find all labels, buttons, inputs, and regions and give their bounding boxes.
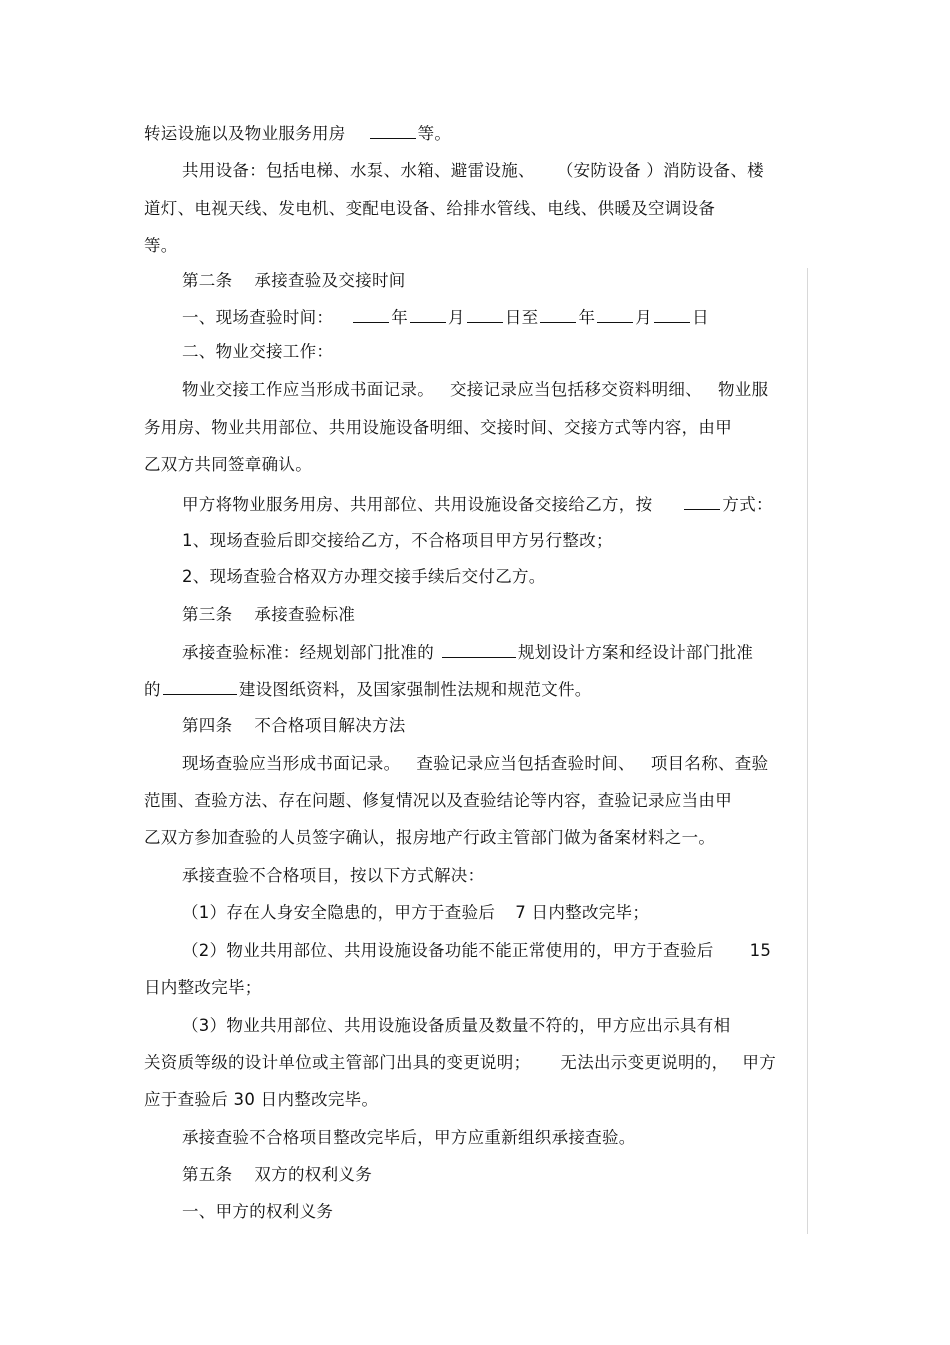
text-line: [182, 493, 773, 516]
text-line: [182, 715, 406, 737]
right-margin-rule: [807, 268, 808, 1234]
text-segment: 2、现场查验合格双方办理交接手续后交付乙方。: [182, 567, 546, 586]
text-segment: （安防设备 ）消防设备、楼: [556, 161, 764, 180]
fill-in-blank: [467, 306, 503, 323]
text-segment: 7 日内整改完毕；: [515, 903, 650, 922]
text-segment: 共用设备：包括电梯、水泵、水箱、避雷设施、: [182, 161, 535, 180]
text-line: [144, 417, 732, 439]
text-segment: 承接查验标准：经规划部门批准的: [182, 643, 434, 662]
text-line: [144, 977, 262, 999]
text-line: [182, 902, 649, 924]
text-segment: 应于查验后 30 日内整改完毕。: [144, 1090, 379, 1109]
text-segment: 项目名称、查验: [650, 754, 769, 773]
text-segment: 物业交接工作应当形成书面记录。: [182, 380, 434, 399]
text-line: [182, 530, 613, 552]
text-segment: 乙双方共同签章确认。: [144, 455, 312, 474]
text-line: [182, 160, 764, 182]
text-segment: 物业服: [718, 380, 769, 399]
text-segment: （1）存在人身安全隐患的，甲方于查验后: [182, 903, 496, 922]
text-segment: 日内整改完毕；: [144, 978, 262, 997]
text-segment: 规划设计方案和经设计部门批准: [518, 643, 754, 662]
text-segment: 道灯、电视天线、发电机、变配电设备、给排水管线、电线、供暖及空调设备: [144, 199, 716, 218]
text-segment: 双方的权利义务: [254, 1165, 373, 1184]
text-line: [182, 604, 355, 626]
text-line: [182, 940, 771, 962]
text-line: [182, 341, 333, 363]
text-segment: 年: [391, 308, 409, 327]
text-segment: 第二条: [182, 271, 233, 290]
text-segment: 15: [749, 941, 772, 960]
fill-in-blank: [410, 306, 446, 323]
text-line: [182, 1127, 636, 1149]
text-segment: 转运设施以及物业服务用房: [144, 124, 346, 143]
text-segment: 现场查验应当形成书面记录。: [182, 754, 401, 773]
fill-in-blank: [654, 306, 690, 323]
text-line: [144, 790, 732, 812]
text-line: [182, 270, 406, 292]
text-segment: 1、现场查验后即交接给乙方，不合格项目甲方另行整改；: [182, 531, 613, 550]
text-line: [144, 1089, 378, 1111]
text-segment: 查验记录应当包括查验时间、: [416, 754, 635, 773]
text-segment: 日至: [504, 308, 539, 327]
text-line: [182, 753, 768, 775]
fill-in-blank: [540, 306, 576, 323]
text-segment: 方式：: [722, 495, 773, 514]
text-segment: 第四条: [182, 716, 233, 735]
text-segment: （2）物业共用部位、共用设施设备功能不能正常使用的，甲方于查验后: [182, 941, 714, 960]
fill-in-blank: [442, 641, 516, 658]
text-segment: 承接查验不合格项目，按以下方式解决：: [182, 866, 485, 885]
text-segment: 不合格项目解决方法: [254, 716, 406, 735]
text-segment: 月: [635, 308, 653, 327]
text-line: [182, 1164, 372, 1186]
text-line: [182, 865, 484, 887]
text-segment: 第三条: [182, 605, 233, 624]
fill-in-blank: [353, 306, 389, 323]
text-line: [144, 1052, 776, 1074]
text-segment: 承接查验标准: [254, 605, 356, 624]
text-segment: 承接查验不合格项目整改完毕后，甲方应重新组织承接查验。: [182, 1128, 636, 1147]
text-line: [144, 235, 178, 257]
text-segment: 交接记录应当包括移交资料明细、: [450, 380, 702, 399]
text-segment: 等。: [144, 236, 178, 255]
text-segment: 月: [448, 308, 465, 327]
text-segment: 关资质等级的设计单位或主管部门出具的变更说明；: [144, 1053, 531, 1072]
text-line: [144, 454, 312, 476]
fill-in-blank: [597, 306, 633, 323]
text-segment: 建设图纸资料，及国家强制性法规和规范文件。: [238, 680, 592, 699]
text-line: [144, 678, 592, 701]
text-segment: 务用房、物业共用部位、共用设施设备明细、交接时间、交接方式等内容，由甲: [144, 418, 732, 437]
text-line: [144, 122, 451, 145]
text-segment: 一、甲方的权利义务: [182, 1202, 334, 1221]
text-segment: 承接查验及交接时间: [254, 271, 406, 290]
fill-in-blank: [684, 493, 720, 510]
text-segment: 乙双方参加查验的人员签字确认，报房地产行政主管部门做为备案材料之一。: [144, 828, 716, 847]
text-line: [144, 198, 715, 220]
text-segment: （3）物业共用部位、共用设施设备质量及数量不符的，甲方应出示具有相: [182, 1016, 731, 1035]
text-line: [182, 566, 546, 588]
text-segment: 年: [578, 308, 596, 327]
text-line: [144, 827, 715, 849]
text-line: [182, 1201, 333, 1223]
text-segment: 一、现场查验时间：: [182, 308, 334, 327]
text-segment: 的: [144, 680, 161, 699]
text-segment: 日: [692, 308, 709, 327]
text-line: [182, 1015, 730, 1037]
text-line: [182, 306, 709, 329]
text-line: [182, 379, 768, 401]
text-segment: 第五条: [182, 1165, 233, 1184]
text-line: [182, 641, 753, 664]
text-segment: 二、物业交接工作：: [182, 342, 334, 361]
text-segment: 甲方: [742, 1053, 777, 1072]
fill-in-blank: [370, 122, 416, 139]
text-segment: 甲方将物业服务用房、共用部位、共用设施设备交接给乙方，按: [182, 495, 653, 514]
text-segment: 范围、查验方法、存在问题、修复情况以及查验结论等内容，查验记录应当由甲: [144, 791, 732, 810]
text-segment: 无法出示变更说明的，: [560, 1053, 729, 1072]
text-segment: 等。: [417, 124, 452, 143]
fill-in-blank: [163, 678, 237, 695]
